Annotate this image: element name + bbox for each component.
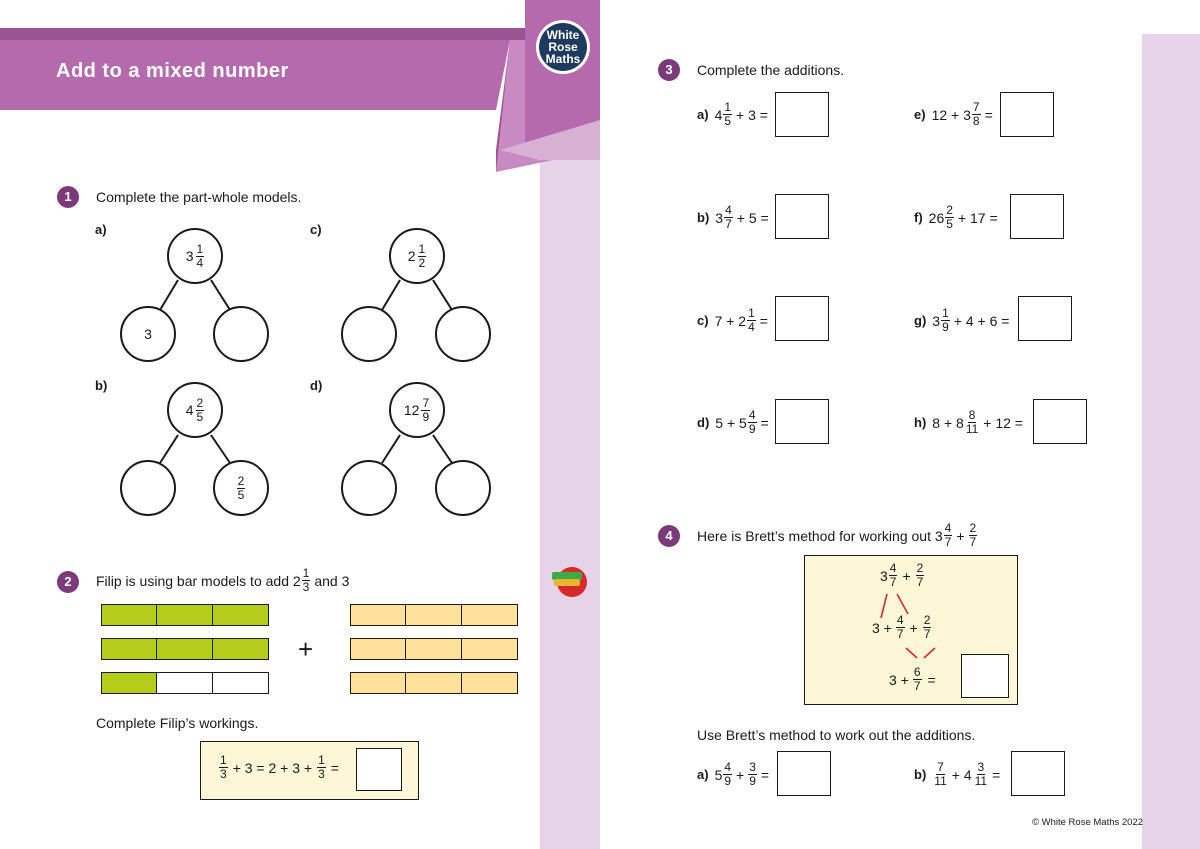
fraction (196, 397, 205, 424)
fraction (302, 567, 311, 594)
numerator: 2 (923, 613, 931, 627)
whole-number: 12 (403, 402, 420, 418)
item-label: d) (697, 415, 710, 430)
expression-start: 8 + 8 (932, 414, 964, 431)
equals-sign: = (760, 766, 770, 783)
model-label: b) (95, 378, 108, 393)
item-label: h) (914, 415, 927, 430)
denominator: 4 (196, 255, 204, 270)
green-bar-partial (102, 672, 269, 694)
denominator: 9 (748, 422, 756, 436)
equals-sign: = (992, 766, 1001, 783)
numerator: 4 (724, 760, 732, 774)
denominator: 9 (724, 774, 732, 788)
addition-d (697, 409, 769, 436)
denominator: 5 (946, 217, 953, 231)
fraction (944, 522, 953, 549)
expression-middle: + 4 (951, 766, 972, 783)
method-row-3 (889, 666, 936, 693)
question-text-end: and 3 (314, 572, 350, 589)
numerator: 4 (944, 521, 952, 535)
expression-end: + 5 = (736, 209, 769, 226)
bar-cell (405, 638, 462, 660)
question-text (697, 522, 978, 549)
orange-bar (351, 672, 518, 694)
bar-cell (405, 604, 462, 626)
expression-start: 26 (928, 209, 945, 226)
bar-cell (461, 638, 518, 660)
numerator: 1 (942, 306, 949, 320)
fraction (889, 562, 898, 589)
answer-box[interactable] (775, 296, 829, 341)
expression-start: 5 + 5 (715, 414, 747, 431)
fraction (418, 243, 427, 270)
bar-cell (350, 604, 407, 626)
numerator: 4 (748, 408, 756, 422)
expression-end: = (759, 312, 768, 329)
denominator: 9 (942, 320, 949, 334)
expression-start: 3 (715, 209, 724, 226)
brett-addition-a (697, 761, 769, 788)
plus-sign: + (298, 634, 314, 664)
denominator: 9 (422, 409, 430, 424)
bar-cell (156, 638, 213, 660)
bar-cell (101, 638, 158, 660)
logo-line1: White (546, 28, 580, 42)
right-margin-strip (1142, 34, 1200, 849)
item-label: b) (697, 210, 710, 225)
copyright: © White Rose Maths 2022 (1032, 817, 1144, 828)
question-text-start: Filip is using bar models to add 2 (96, 572, 301, 589)
whole-circle (167, 228, 223, 284)
numerator: 3 (977, 760, 985, 774)
expression-end: + 12 = (983, 414, 1023, 431)
denominator: 9 (749, 774, 756, 788)
fraction (965, 409, 979, 436)
fraction (723, 101, 732, 128)
plus-sign: + (909, 619, 918, 636)
addition-h (914, 409, 1023, 436)
fraction (748, 409, 757, 436)
bar-cell (101, 672, 158, 694)
expression-end: = (984, 106, 993, 123)
numerator: 1 (418, 241, 426, 256)
numerator: 6 (913, 665, 921, 679)
answer-box[interactable] (961, 654, 1009, 698)
fraction (896, 614, 905, 641)
bar-cell (461, 672, 518, 694)
whole-number: 2 (407, 248, 416, 264)
answer-box[interactable] (775, 399, 829, 444)
expression-start: 12 + 3 (931, 106, 971, 123)
equals-sign: = (330, 759, 339, 776)
plus-sign: + (956, 527, 965, 544)
orange-bar (351, 638, 518, 660)
numerator: 1 (220, 753, 227, 767)
part-circle-left[interactable] (120, 306, 176, 362)
answer-box[interactable] (1010, 194, 1064, 239)
bar-cell (212, 604, 269, 626)
numerator: 7 (972, 100, 980, 114)
method-box (804, 555, 1018, 705)
fraction (747, 307, 756, 334)
numerator: 2 (196, 395, 204, 410)
denominator: 5 (724, 114, 732, 128)
numerator: 1 (748, 306, 755, 320)
fraction (913, 666, 922, 693)
model-label: a) (95, 222, 107, 237)
numerator: 2 (946, 203, 953, 217)
plus-sign: + (902, 567, 911, 584)
whole-number: 3 + (889, 671, 909, 688)
question-text: Complete the additions. (697, 62, 845, 78)
addition-e (914, 101, 993, 128)
orange-bar (351, 604, 518, 626)
numerator: 3 (749, 760, 756, 774)
denominator: 7 (923, 627, 931, 641)
part-circle-left[interactable] (341, 306, 397, 362)
fraction (317, 754, 326, 781)
green-bar (102, 604, 269, 626)
expression-start: 7 + 2 (714, 312, 747, 329)
method-row-1 (880, 562, 925, 589)
fraction (748, 761, 757, 788)
item-label: c) (697, 313, 709, 328)
question-text (96, 567, 349, 594)
denominator: 5 (196, 409, 204, 424)
bar-cell (405, 672, 462, 694)
workings-middle: + 3 = 2 + 3 + (232, 759, 313, 776)
numerator: 2 (916, 561, 924, 575)
numerator: 4 (889, 561, 897, 575)
denominator: 7 (889, 575, 897, 589)
whole-circle (167, 382, 223, 438)
question-text: Complete the part-whole models. (96, 189, 302, 205)
fraction (196, 243, 205, 270)
numerator: 2 (237, 473, 245, 488)
fraction (941, 307, 950, 334)
question-number: 3 (658, 59, 680, 81)
denominator: 11 (934, 774, 947, 788)
bar-cell (350, 638, 407, 660)
answer-box[interactable] (356, 748, 402, 791)
denominator: 7 (913, 679, 921, 693)
item-label: f) (914, 210, 923, 225)
numerator: 8 (968, 408, 976, 422)
whole-number: 3 (880, 567, 888, 584)
answer-box[interactable] (775, 194, 829, 239)
answer-box[interactable] (1018, 296, 1072, 341)
part-circle-left[interactable] (341, 460, 397, 516)
bar-cell (156, 604, 213, 626)
equals-sign: = (927, 671, 936, 688)
whole-number: 4 (185, 402, 194, 418)
bar-cell (212, 672, 269, 694)
workings-expression (218, 754, 339, 781)
numerator: 4 (725, 203, 732, 217)
plus-sign: + (736, 766, 745, 783)
denominator: 7 (969, 535, 977, 549)
denominator: 4 (748, 320, 755, 334)
workings-box (200, 741, 419, 800)
denominator: 3 (318, 767, 325, 781)
bar-cell (212, 638, 269, 660)
item-label: g) (914, 313, 927, 328)
whole-number: 5 (714, 766, 723, 783)
denominator: 7 (944, 535, 952, 549)
page-title: Add to a mixed number (56, 60, 289, 82)
part-value: 3 (144, 326, 152, 342)
part-circle-right[interactable] (435, 306, 491, 362)
numerator: 7 (422, 395, 430, 410)
denominator: 8 (972, 114, 980, 128)
addition-f (914, 204, 998, 231)
denominator: 5 (237, 487, 245, 502)
expression-end: + 4 + 6 = (953, 312, 1010, 329)
item-label: a) (697, 107, 709, 122)
question-text-start: Here is Brett’s method for working out 3 (697, 527, 943, 544)
bar-cell (461, 604, 518, 626)
item-label: a) (697, 767, 709, 782)
answer-box[interactable] (1033, 399, 1087, 444)
denominator: 11 (965, 422, 979, 436)
model-label: d) (310, 378, 323, 393)
addition-g (914, 307, 1009, 334)
numerator: 4 (896, 613, 904, 627)
instruction-text: Use Brett’s method to work out the additions. (697, 727, 976, 743)
fraction (916, 562, 925, 589)
numerator: 1 (196, 241, 204, 256)
question-number: 2 (57, 571, 79, 593)
logo-line2: Rose (548, 40, 578, 54)
method-row-2 (872, 614, 932, 641)
workings-label: Complete Filip’s workings. (96, 715, 259, 731)
expression-end: + 3 = (736, 106, 768, 123)
fraction (933, 761, 947, 788)
fraction (945, 204, 954, 231)
denominator: 7 (896, 627, 904, 641)
fraction (724, 204, 733, 231)
answer-box[interactable] (775, 92, 829, 137)
numerator: 2 (969, 521, 977, 535)
bar-cell (101, 604, 158, 626)
numerator: 1 (302, 566, 310, 580)
whole-circle (389, 382, 445, 438)
part-circle-left[interactable] (120, 460, 176, 516)
item-label: b) (914, 767, 927, 782)
denominator: 7 (916, 575, 924, 589)
denominator: 3 (302, 580, 310, 594)
whole-number: 3 (185, 248, 194, 264)
question-number: 4 (658, 525, 680, 547)
numerator: 1 (318, 753, 325, 767)
logo-line3: Maths (545, 52, 581, 66)
part-circle-right (213, 460, 269, 516)
fraction (237, 475, 246, 502)
item-label: e) (914, 107, 926, 122)
part-circle-right[interactable] (435, 460, 491, 516)
fraction (723, 761, 732, 788)
part-circle-right[interactable] (213, 306, 269, 362)
numerator: 1 (724, 100, 732, 114)
denominator: 7 (725, 217, 732, 231)
question-number: 1 (57, 186, 79, 208)
brett-addition-b (914, 761, 1000, 788)
addition-c (697, 307, 768, 334)
fraction (923, 614, 932, 641)
numerator: 7 (937, 760, 944, 774)
fraction (421, 397, 430, 424)
fraction (974, 761, 988, 788)
denominator: 11 (974, 774, 988, 788)
fraction (972, 101, 981, 128)
answer-box[interactable] (777, 751, 831, 796)
addition-b (697, 204, 769, 231)
expression-start: 4 (714, 106, 723, 123)
fraction (969, 522, 978, 549)
answer-box[interactable] (1011, 751, 1065, 796)
whole-circle (389, 228, 445, 284)
expression-end: + 17 = (957, 209, 998, 226)
expression-start: 3 (932, 312, 941, 329)
answer-box[interactable] (1000, 92, 1054, 137)
bar-cell (350, 672, 407, 694)
whole-number: 3 + (872, 619, 892, 636)
bar-cell (156, 672, 213, 694)
addition-a (697, 101, 768, 128)
fraction (219, 754, 228, 781)
model-label: c) (310, 222, 322, 237)
denominator: 3 (220, 767, 227, 781)
expression-end: = (760, 414, 769, 431)
green-bar (102, 638, 269, 660)
denominator: 2 (418, 255, 426, 270)
